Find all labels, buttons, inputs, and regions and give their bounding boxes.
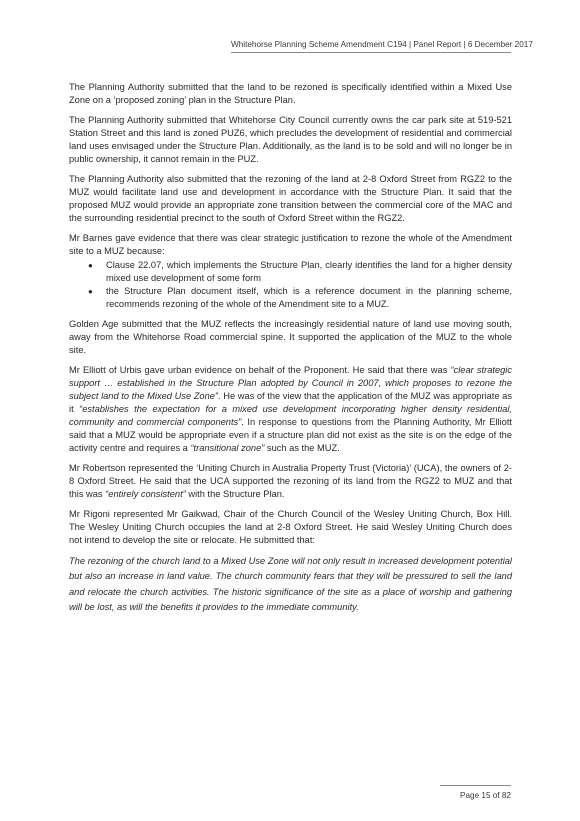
bullet-icon: ● <box>88 261 93 270</box>
block-quote: The rezoning of the church land to a Mixed Use Zone will not only result in increased development potential but also an increase in land value. The church community fears that they will be pressured to sell the land and relocate the church activities. The historic significance of the site as a place of worship and gathering will be lost, as will the benefits it provides to the immediate community. <box>69 556 512 613</box>
paragraph-8: Mr Rigoni represented Mr Gaikwad, Chair of the Church Council of the Wesley Uniting Church, Box Hill. The Wesley Uniting Church occupies the land at 2-8 Oxford Street. He said Wesley Uniting Church does not intend to develop the site or relocate. He submitted that: <box>69 509 512 545</box>
document-body <box>69 81 512 623</box>
paragraph-4: Mr Barnes gave evidence that there was clear strategic justification to rezone the whole of the Amendment site to a MUZ because: <box>69 233 512 256</box>
list-item: ● Clause 22.07, which implements the Structure Plan, clearly identifies the land for a higher density mixed use development of some form <box>88 260 512 283</box>
paragraph-3: The Planning Authority also submitted that the rezoning of the land at 2-8 Oxford Street from RGZ2 to the MUZ would facilitate land use and development in accordance with the Structure Plan. It said that the proposed MUZ would provide an appropriate zone transition between the commercial core of the MAC and the surrounding residential precinct to the south of Oxford Street within the RGZ2. <box>69 174 512 223</box>
page-number: Page 15 of 82 <box>440 785 511 800</box>
paragraph-7: Mr Robertson represented the ‘Uniting Church in Australia Property Trust (Victoria)’ (UCA), the owners of 2-8 Oxford Street. He said that the UCA supported the rezoning of its land from the RGZ2 to MUZ and that this was “entirely consistent” with the Structure Plan. <box>69 463 512 499</box>
list-item: ● the Structure Plan document itself, which is a reference document in the planning scheme, recommends rezoning of the whole of the Amendment site to a MUZ. <box>88 286 512 309</box>
paragraph-6: Mr Elliott of Urbis gave urban evidence on behalf of the Proponent. He said that there was “clear strategic support … established in the Structure Plan adopted by Council in 2007, which proposes to rezone the subject land to the Mixed Use Zone”. He was of the view that the application of the MUZ was appropriate as it “establishes the expectation for a mixed use development incorporating higher density residential, community and commercial components”. In response to questions from the Planning Authority, Mr Elliott said that a MUZ would be appropriate even if a structure plan did not exist as the site is on the edge of the activity centre and requires a “transitional zone” such as the MUZ. <box>69 365 513 453</box>
paragraph-1: The Planning Authority submitted that the land to be rezoned is specifically identified within a Mixed Use Zone on a ‘proposed zoning’ plan in the Structure Plan. <box>69 82 512 105</box>
page-header: Whitehorse Planning Scheme Amendment C194 | Panel Report | 6 December 2017 <box>231 40 511 53</box>
bullet-list <box>69 259 512 311</box>
paragraph-5: Golden Age submitted that the MUZ reflects the increasingly residential nature of land use moving south, away from the Whitehorse Road commercial spine. It supported the application of the MUZ to the whole site. <box>69 319 512 355</box>
paragraph-2: The Planning Authority submitted that Whitehorse City Council currently owns the car park site at 519-521 Station Street and this land is zoned PUZ6, which precludes the development of residential and commercial land uses envisaged under the Structure Plan. Additionally, as the land is to be sold and will no longer be in public ownership, it cannot remain in the PUZ. <box>69 115 512 164</box>
bullet-icon: ● <box>88 287 93 296</box>
